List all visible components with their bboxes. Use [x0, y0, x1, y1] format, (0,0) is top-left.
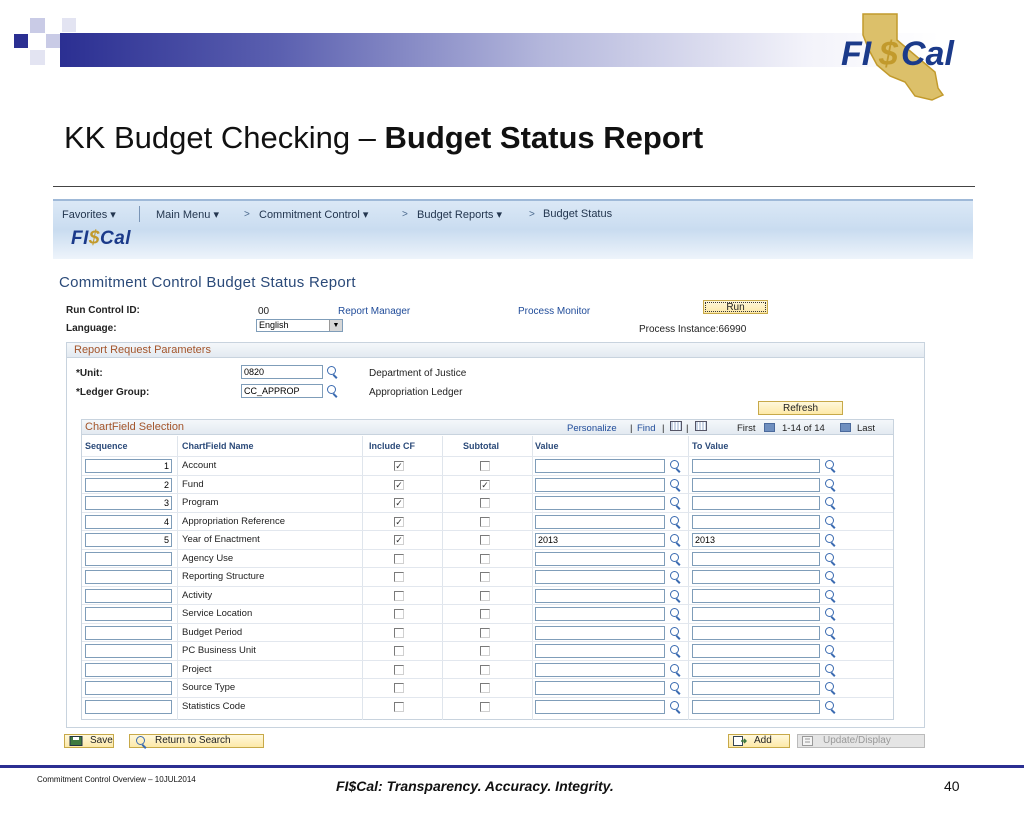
sequence-input[interactable]	[85, 700, 172, 714]
update-display-icon	[802, 736, 816, 746]
fiscal-logo	[835, 10, 985, 105]
value-input[interactable]	[535, 607, 665, 621]
value-input[interactable]	[535, 552, 665, 566]
to-value-input[interactable]	[692, 681, 820, 695]
sequence-input[interactable]: 1	[85, 459, 172, 473]
language-label: Language:	[66, 323, 117, 334]
run-button[interactable]: Run	[703, 300, 768, 314]
value-input[interactable]	[535, 700, 665, 714]
value-lookup-icon[interactable]	[670, 553, 682, 565]
chartfield-name: Statistics Code	[182, 700, 246, 712]
subtotal-checkbox[interactable]	[480, 609, 490, 619]
save-icon	[69, 736, 83, 746]
sequence-input[interactable]: 3	[85, 496, 172, 510]
value-lookup-icon[interactable]	[670, 534, 682, 546]
chartfield-name: Appropriation Reference	[182, 515, 285, 527]
value-input[interactable]	[535, 570, 665, 584]
personalize-link[interactable]: Personalize	[567, 423, 617, 434]
subtotal-checkbox[interactable]	[480, 554, 490, 564]
table-row	[82, 697, 893, 716]
value-input[interactable]	[535, 478, 665, 492]
to-value-input[interactable]	[692, 459, 820, 473]
grid-nav-divider: |	[662, 423, 665, 434]
return-to-search-button[interactable]: Return to Search	[129, 734, 264, 748]
report-manager-link[interactable]: Report Manager	[338, 306, 411, 317]
search-icon	[136, 736, 148, 748]
column-header[interactable]: To Value	[692, 441, 729, 451]
decor-square	[62, 18, 76, 32]
column-header[interactable]: Sequence	[85, 441, 128, 451]
ledger-group-input[interactable]: CC_APPROP	[241, 384, 323, 398]
table-row	[82, 604, 893, 623]
sequence-input[interactable]	[85, 626, 172, 640]
ledger-group-label: *Ledger Group:	[76, 387, 150, 398]
footer-tagline: FI$Cal: Transparency. Accuracy. Integrity.	[336, 778, 614, 794]
value-lookup-icon[interactable]	[670, 479, 682, 491]
include-cf-checkbox[interactable]: ✓	[395, 461, 403, 471]
app-window	[53, 199, 973, 759]
subtotal-checkbox[interactable]	[480, 646, 490, 656]
chartfield-name: Service Location	[182, 608, 253, 619]
add-button[interactable]: Add	[728, 734, 790, 748]
to-value-input[interactable]	[692, 644, 820, 658]
to-value-input[interactable]: 2013	[692, 533, 820, 547]
table-row	[82, 475, 893, 494]
to-value-input[interactable]	[692, 552, 820, 566]
row-range: 1-14 of 14	[782, 423, 825, 434]
include-cf-checkbox[interactable]: ✓	[395, 479, 403, 490]
unit-input[interactable]: 0820	[241, 365, 323, 379]
subtotal-checkbox[interactable]	[480, 572, 490, 582]
column-header[interactable]: Subtotal	[463, 441, 499, 451]
to-value-lookup-icon[interactable]	[825, 645, 837, 657]
footer-left-text: Commitment Control Overview – 10JUL2014	[37, 775, 196, 784]
include-cf-checkbox[interactable]	[394, 609, 404, 619]
chevron-down-icon: ▼	[329, 320, 342, 331]
include-cf-checkbox[interactable]	[394, 683, 404, 693]
subtotal-checkbox[interactable]	[480, 591, 490, 601]
report-parameters-header	[67, 343, 924, 358]
unit-label: *Unit:	[76, 368, 103, 379]
unit-description: Department of Justice	[369, 368, 467, 379]
value-input[interactable]	[535, 663, 665, 677]
to-value-lookup-icon[interactable]	[825, 664, 837, 676]
sequence-input[interactable]	[85, 644, 172, 658]
svg-text:FI: FI	[841, 35, 872, 73]
to-value-lookup-icon[interactable]	[825, 590, 837, 602]
sequence-input[interactable]: 2	[85, 478, 172, 492]
to-value-input[interactable]	[692, 626, 820, 640]
to-value-lookup-icon[interactable]	[825, 571, 837, 583]
to-value-input[interactable]	[692, 700, 820, 714]
table-row	[82, 512, 893, 531]
to-value-lookup-icon[interactable]	[825, 460, 837, 472]
include-cf-checkbox[interactable]: ✓	[395, 516, 403, 527]
include-cf-checkbox[interactable]	[394, 702, 404, 712]
value-lookup-icon[interactable]	[670, 590, 682, 602]
include-cf-checkbox[interactable]: ✓	[395, 498, 403, 508]
value-input[interactable]	[535, 496, 665, 510]
table-row	[82, 623, 893, 642]
subtotal-checkbox[interactable]: ✓	[481, 479, 489, 490]
value-lookup-icon[interactable]	[670, 571, 682, 583]
ledger-group-description: Appropriation Ledger	[369, 387, 463, 398]
value-lookup-icon[interactable]	[670, 701, 682, 713]
include-cf-checkbox[interactable]	[394, 591, 404, 601]
table-row	[82, 641, 893, 660]
subtotal-checkbox[interactable]	[480, 665, 490, 675]
next-row-icon[interactable]	[840, 423, 851, 432]
chartfield-name: Account	[182, 460, 217, 471]
sequence-input[interactable]	[85, 552, 172, 566]
column-header[interactable]: Value	[535, 441, 559, 451]
to-value-input[interactable]	[692, 663, 820, 677]
run-control-label: Run Control ID:	[66, 305, 140, 316]
decor-square	[14, 34, 28, 48]
process-monitor-link[interactable]: Process Monitor	[518, 306, 591, 317]
table-row	[82, 660, 893, 679]
breadcrumb-separator-icon: >	[402, 209, 408, 220]
nav-budget-reports[interactable]: Budget Reports ▾	[417, 209, 503, 221]
value-lookup-icon[interactable]	[670, 645, 682, 657]
to-value-input[interactable]	[692, 496, 820, 510]
nav-bar	[53, 199, 973, 259]
sequence-input[interactable]: 4	[85, 515, 172, 529]
grid-header	[82, 420, 893, 435]
chartfield-name: Project	[182, 663, 212, 675]
find-link[interactable]: Find	[637, 423, 656, 434]
first-label: First	[737, 423, 756, 434]
breadcrumb-separator-icon: >	[244, 209, 250, 220]
to-value-lookup-icon[interactable]	[825, 553, 837, 565]
table-row	[82, 456, 893, 475]
previous-row-icon[interactable]	[764, 423, 775, 432]
chartfield-name: Program	[182, 497, 219, 508]
nav-commitment-control[interactable]: Commitment Control ▾	[259, 209, 369, 221]
decor-square	[30, 18, 45, 33]
page-title: Commitment Control Budget Status Report	[59, 274, 356, 291]
table-row	[82, 493, 893, 512]
table-row	[82, 549, 893, 568]
last-label: Last	[857, 423, 875, 434]
table-row	[82, 678, 893, 697]
to-value-input[interactable]	[692, 515, 820, 529]
to-value-lookup-icon[interactable]	[825, 608, 837, 620]
run-control-value: 00	[258, 306, 270, 317]
sequence-input[interactable]	[85, 570, 172, 584]
slide-title: KK Budget Checking – Budget Status Report	[64, 120, 704, 155]
decor-square	[46, 34, 60, 48]
to-value-lookup-icon[interactable]	[825, 701, 837, 713]
nav-budget-status[interactable]: Budget Status	[543, 208, 613, 220]
chartfield-grid	[81, 419, 894, 720]
include-cf-checkbox[interactable]	[394, 572, 404, 582]
subtotal-checkbox[interactable]	[480, 535, 490, 545]
sequence-input[interactable]	[85, 607, 172, 621]
column-header[interactable]: ChartField Name	[182, 441, 254, 451]
to-value-input[interactable]	[692, 570, 820, 584]
table-row	[82, 530, 893, 549]
value-input[interactable]	[535, 644, 665, 658]
subtotal-checkbox[interactable]	[480, 461, 490, 471]
value-lookup-icon[interactable]	[670, 664, 682, 676]
subtotal-checkbox[interactable]	[480, 517, 490, 527]
include-cf-checkbox[interactable]	[394, 628, 404, 638]
chartfield-name: Activity	[182, 589, 213, 601]
include-cf-checkbox[interactable]	[394, 665, 404, 675]
unit-lookup-icon[interactable]	[327, 366, 339, 378]
nav-favorites[interactable]: Favorites ▾	[62, 209, 116, 221]
save-button[interactable]: Save	[64, 734, 114, 748]
to-value-lookup-icon[interactable]	[825, 516, 837, 528]
value-lookup-icon[interactable]	[670, 682, 682, 694]
update-display-button[interactable]: Update/Display	[797, 734, 925, 748]
ledger-group-lookup-icon[interactable]	[327, 385, 339, 397]
sequence-input[interactable]: 5	[85, 533, 172, 547]
subtotal-checkbox[interactable]	[480, 628, 490, 638]
app-logo: FI$Cal	[71, 228, 132, 249]
subtotal-checkbox[interactable]	[480, 702, 490, 712]
chartfield-name: Source Type	[182, 682, 236, 693]
value-input[interactable]	[535, 626, 665, 640]
value-lookup-icon[interactable]	[670, 460, 682, 472]
include-cf-checkbox[interactable]	[394, 646, 404, 656]
to-value-lookup-icon[interactable]	[825, 627, 837, 639]
footer-rule	[0, 765, 1024, 768]
chartfield-name: Agency Use	[182, 552, 234, 564]
breadcrumb-separator-icon: >	[529, 209, 535, 220]
svg-text:Cal: Cal	[901, 35, 954, 73]
grid-nav-divider: |	[630, 423, 633, 434]
chartfield-name: Budget Period	[182, 626, 243, 638]
value-lookup-icon[interactable]	[670, 516, 682, 528]
value-input[interactable]	[535, 589, 665, 603]
grid-nav-divider: |	[686, 423, 689, 434]
grid-title: ChartField Selection	[85, 421, 185, 433]
include-cf-checkbox[interactable]	[394, 554, 404, 564]
to-value-input[interactable]	[692, 478, 820, 492]
sequence-input[interactable]	[85, 681, 172, 695]
to-value-lookup-icon[interactable]	[825, 682, 837, 694]
svg-text:$: $	[879, 35, 898, 73]
to-value-lookup-icon[interactable]	[825, 497, 837, 509]
page-number: 40	[944, 778, 960, 794]
decor-square	[30, 50, 45, 65]
to-value-lookup-icon[interactable]	[825, 534, 837, 546]
chartfield-name: Fund	[182, 478, 204, 490]
value-input[interactable]	[535, 459, 665, 473]
process-instance: Process Instance:66990	[639, 324, 747, 335]
value-input[interactable]	[535, 515, 665, 529]
language-select[interactable]: English ▼	[256, 319, 343, 332]
include-cf-checkbox[interactable]: ✓	[395, 535, 403, 545]
refresh-button[interactable]: Refresh	[758, 401, 843, 415]
to-value-lookup-icon[interactable]	[825, 479, 837, 491]
title-rule	[53, 186, 975, 187]
value-lookup-icon[interactable]	[670, 608, 682, 620]
view-all-icon[interactable]	[670, 421, 682, 431]
value-lookup-icon[interactable]	[670, 497, 682, 509]
sequence-input[interactable]	[85, 663, 172, 677]
report-parameters-title: Report Request Parameters	[74, 344, 211, 356]
to-value-input[interactable]	[692, 607, 820, 621]
nav-main-menu[interactable]: Main Menu ▾	[156, 209, 219, 221]
value-input[interactable]: 2013	[535, 533, 665, 547]
table-row	[82, 567, 893, 586]
value-lookup-icon[interactable]	[670, 627, 682, 639]
column-header[interactable]: Include CF	[369, 441, 416, 451]
to-value-input[interactable]	[692, 589, 820, 603]
value-input[interactable]	[535, 681, 665, 695]
chartfield-name: Reporting Structure	[182, 571, 265, 582]
subtotal-checkbox[interactable]	[480, 498, 490, 508]
nav-divider	[139, 206, 140, 222]
table-row	[82, 586, 893, 605]
header-band	[60, 33, 940, 67]
add-icon	[733, 736, 747, 746]
subtotal-checkbox[interactable]	[480, 683, 490, 693]
sequence-input[interactable]	[85, 589, 172, 603]
chartfield-name: PC Business Unit	[182, 645, 256, 656]
download-icon[interactable]	[695, 421, 707, 431]
chartfield-name: Year of Enactment	[182, 534, 260, 545]
